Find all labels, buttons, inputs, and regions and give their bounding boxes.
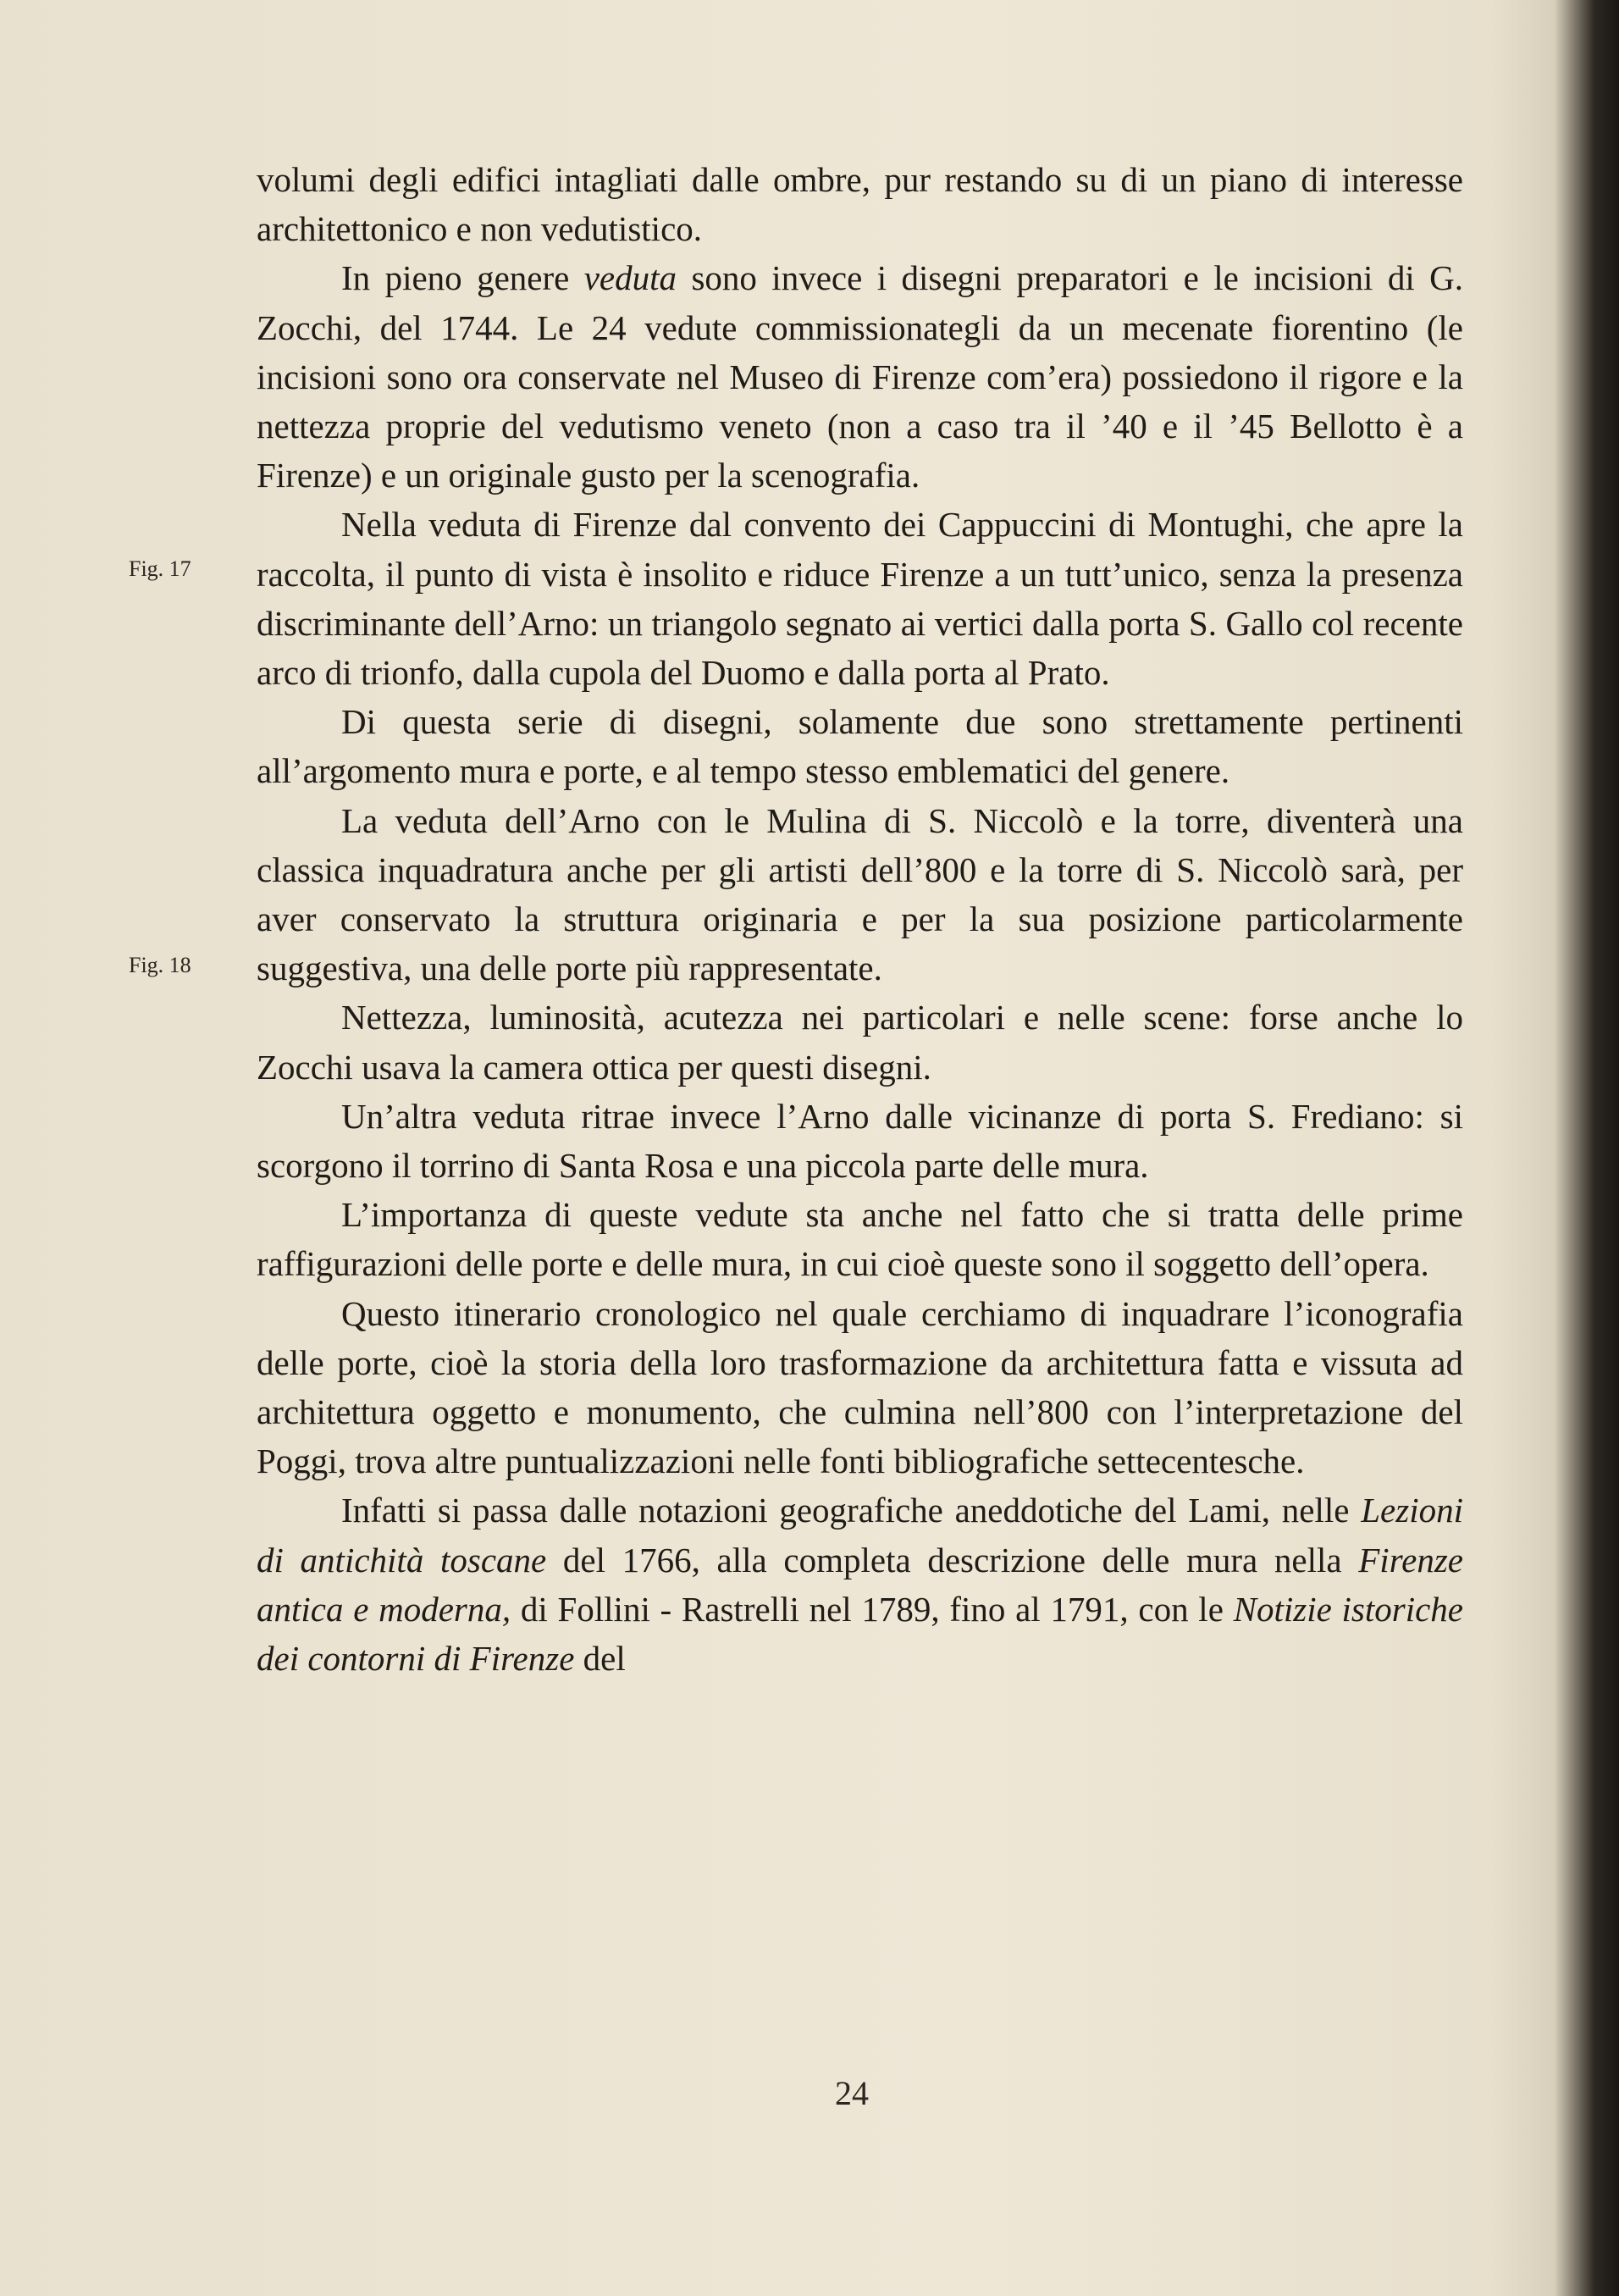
paragraph: In pieno genere veduta sono invece i disegni preparatori e le incisioni di G. Zocchi, del 1744. Le 24 vedute commissionategli da un mecenate fiorentino (le incisioni sono ora conservate nel Museo di Firenze com’era) possiedono il rigore e la nettezza proprie del vedutismo veneto (non a caso tra il ’40 e il ’45 Bellotto è a Firenze) e un originale gusto per la scenografia. bbox=[257, 258, 1463, 495]
paragraph: L’importanza di queste vedute sta anche nel fatto che si tratta delle prime raffigurazioni delle porte e delle mura, in cui cioè queste sono il soggetto dell’opera. bbox=[257, 1195, 1463, 1284]
paragraph: Questo itinerario cronologico nel quale cerchiamo di inquadrare l’iconografia delle porte, cioè la storia della loro trasformazione da architettura fatta e vissuta ad architettura oggetto e monumento, che culmina nell’800 con l’interpretazione del Poggi, trova altre puntualizzazioni nelle fonti bibliografiche settecentesche. bbox=[257, 1293, 1463, 1481]
margin-note-fig-18: Fig. 18 bbox=[129, 953, 191, 977]
body-text bbox=[257, 155, 1463, 1683]
paragraph: Nettezza, luminosità, acutezza nei particolari e nelle scene: forse anche lo Zocchi usava la camera ottica per questi disegni. bbox=[257, 998, 1463, 1087]
paragraph: Un’altra veduta ritrae invece l’Arno dalle vicinanze di porta S. Frediano: si scorgono il torrino di Santa Rosa e una piccola parte delle mura. bbox=[257, 1096, 1463, 1186]
paragraph: volumi degli edifici intagliati dalle ombre, pur restando su di un piano di interesse architettonico e non vedutistico. bbox=[257, 160, 1463, 249]
paragraph: La veduta dell’Arno con le Mulina di S. Niccolò e la torre, diventerà una classica inquadratura anche per gli artisti dell’800 e la torre di S. Niccolò sarà, per aver conservato la struttura originaria e per la sua posizione particolarmente suggestiva, una delle porte più rappresentate. bbox=[257, 800, 1463, 988]
paragraph: Infatti si passa dalle notazioni geografiche aneddotiche del Lami, nelle Lezioni di antichità toscane del 1766, alla completa descrizione delle mura nella Firenze antica e moderna, di Follini - Rastrelli nel 1789, fino al 1791, con le Notizie istoriche dei contorni di Firenze del bbox=[257, 1491, 1463, 1679]
paragraph: Di questa serie di disegni, solamente due sono strettamente pertinenti all’argomento mura e porte, e al tempo stesso emblematici del genere. bbox=[257, 702, 1463, 791]
margin-note-fig-17: Fig. 17 bbox=[129, 556, 191, 581]
page-number: 24 bbox=[835, 2074, 869, 2112]
paragraph: Nella veduta di Firenze dal convento dei Cappuccini di Montughi, che apre la raccolta, il punto di vista è insolito e riduce Firenze a un tutt’unico, senza la presenza discriminante dell’Arno: un triangolo segnato ai vertici dalla porta S. Gallo col recente arco di trionfo, dalla cupola del Duomo e dalla porta al Prato. bbox=[257, 505, 1463, 693]
